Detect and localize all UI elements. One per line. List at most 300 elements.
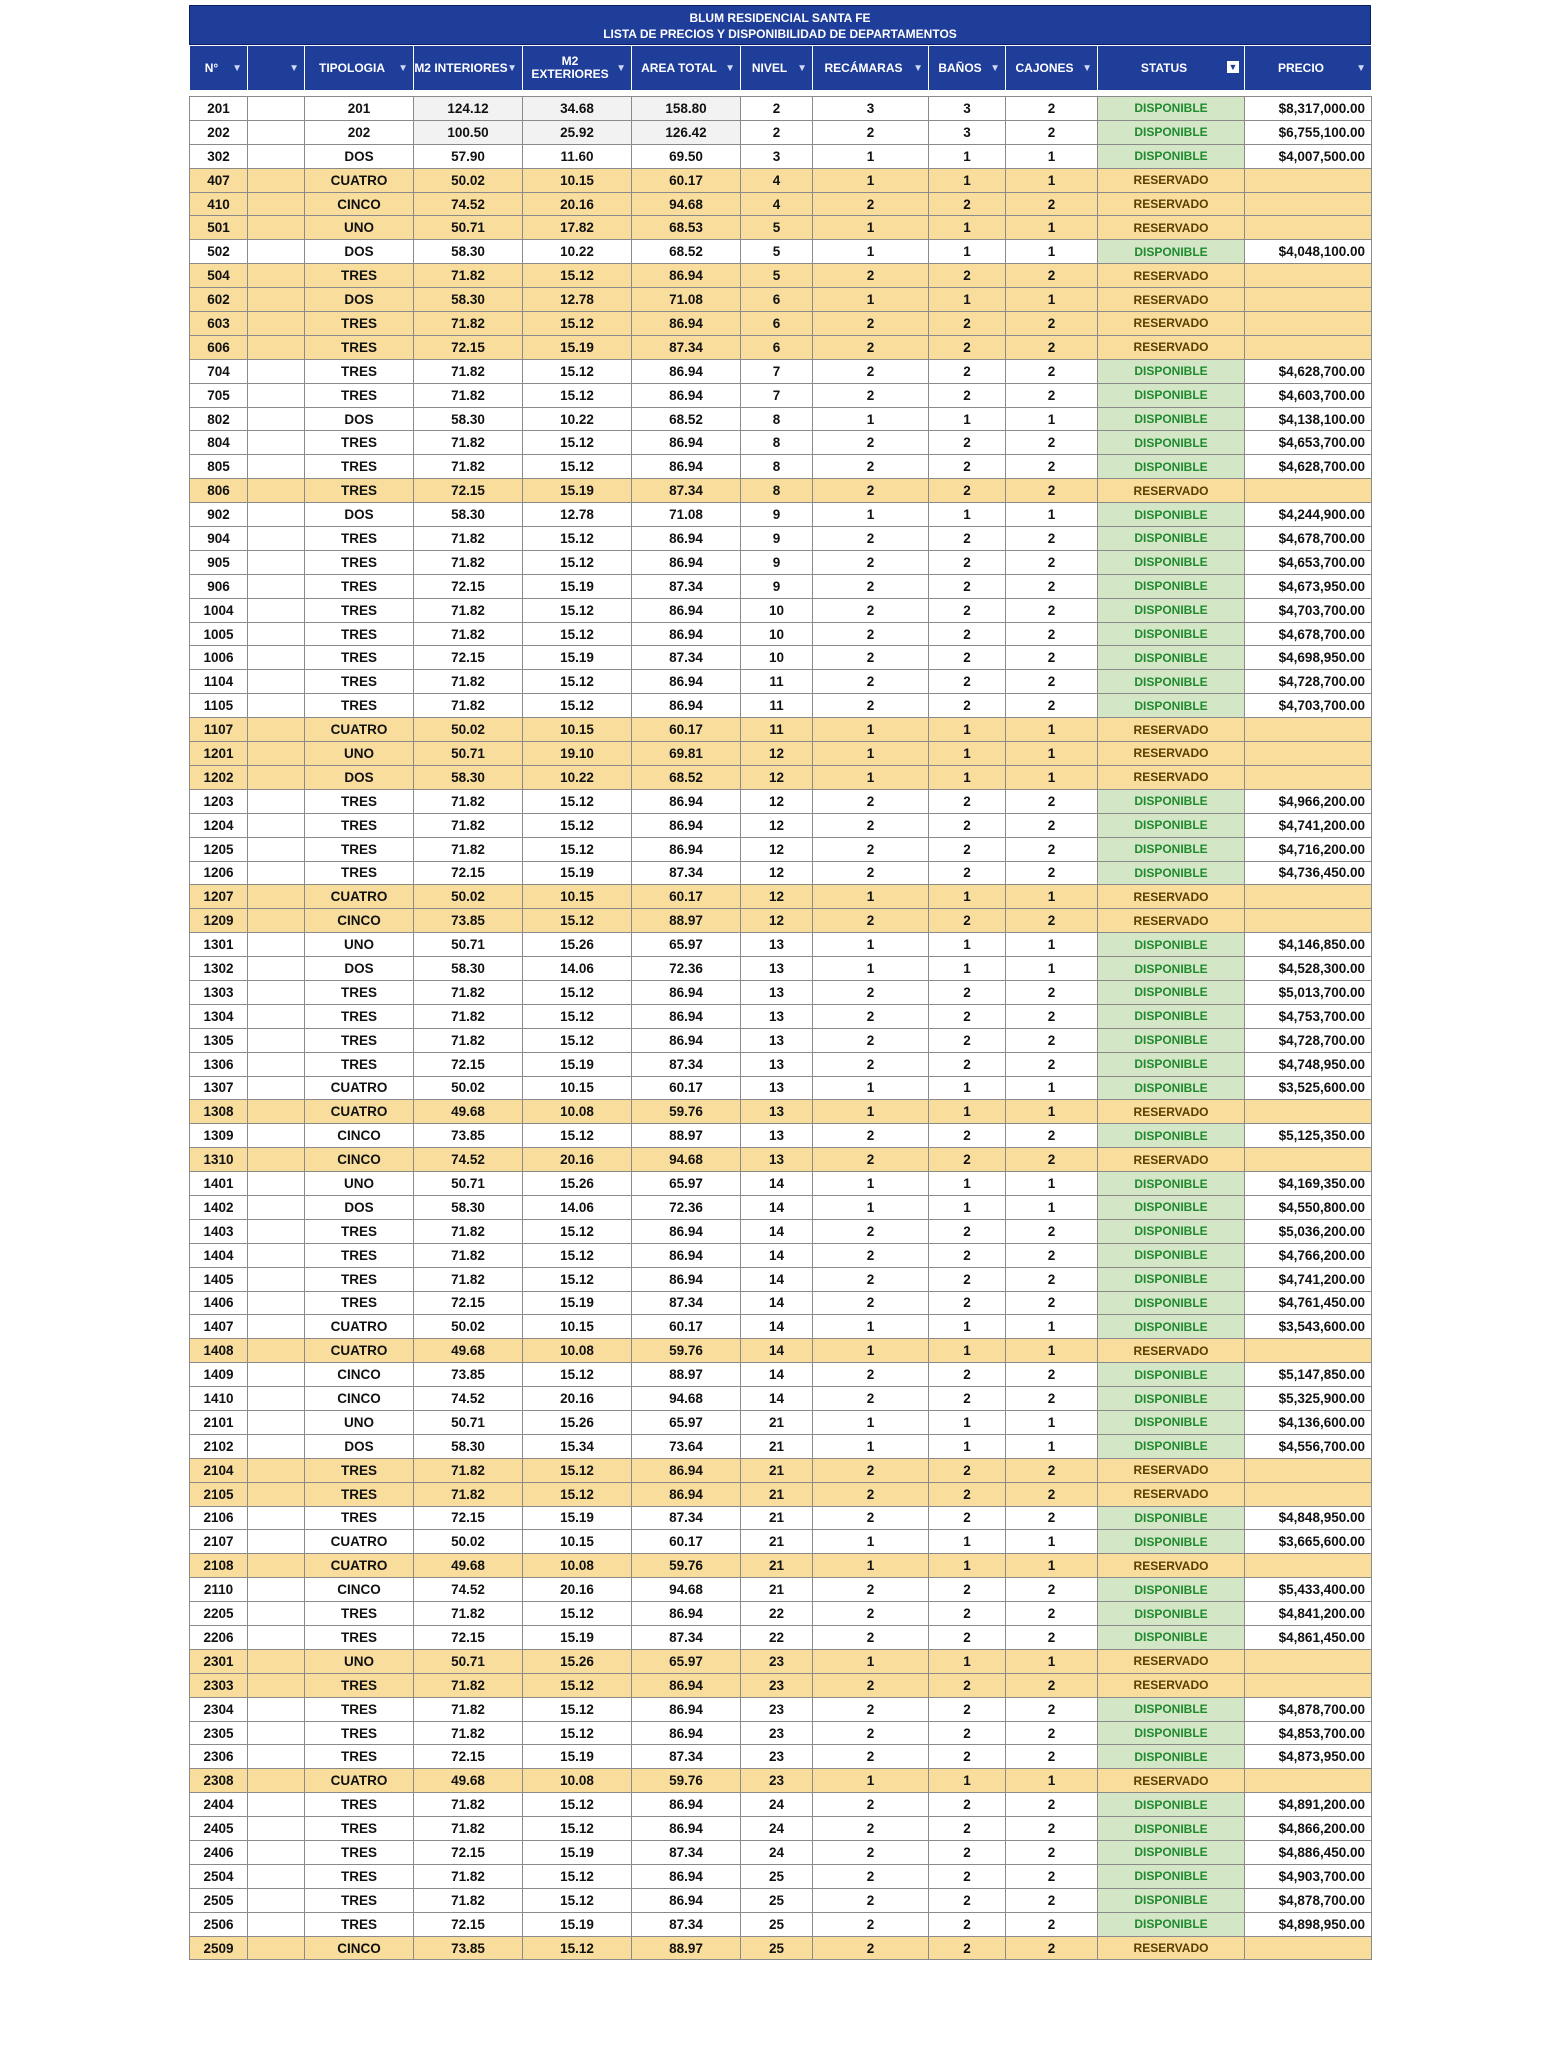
cell-m2-interiores[interactable]: 49.68 bbox=[414, 1339, 523, 1363]
cell-banos[interactable]: 2 bbox=[929, 1052, 1006, 1076]
cell-status[interactable]: DISPONIBLE bbox=[1098, 527, 1245, 551]
cell-numero[interactable]: 804 bbox=[190, 431, 248, 455]
table-row[interactable] bbox=[190, 1793, 1372, 1817]
cell-area-total[interactable]: 86.94 bbox=[632, 980, 741, 1004]
cell-blank[interactable] bbox=[248, 1864, 305, 1888]
cell-numero[interactable]: 1403 bbox=[190, 1219, 248, 1243]
cell-area-total[interactable]: 86.94 bbox=[632, 598, 741, 622]
cell-banos[interactable]: 2 bbox=[929, 1004, 1006, 1028]
cell-nivel[interactable]: 25 bbox=[741, 1912, 813, 1936]
cell-tipologia[interactable]: TRES bbox=[305, 1817, 414, 1841]
cell-banos[interactable]: 1 bbox=[929, 1530, 1006, 1554]
cell-status[interactable]: DISPONIBLE bbox=[1098, 407, 1245, 431]
table-row[interactable] bbox=[190, 861, 1372, 885]
cell-tipologia[interactable]: CINCO bbox=[305, 1363, 414, 1387]
cell-numero[interactable]: 2206 bbox=[190, 1626, 248, 1650]
cell-blank[interactable] bbox=[248, 144, 305, 168]
cell-numero[interactable]: 603 bbox=[190, 312, 248, 336]
cell-cajones[interactable]: 2 bbox=[1006, 120, 1098, 144]
cell-m2-exteriores[interactable]: 15.12 bbox=[523, 1602, 632, 1626]
cell-area-total[interactable]: 87.34 bbox=[632, 646, 741, 670]
cell-status[interactable]: DISPONIBLE bbox=[1098, 455, 1245, 479]
cell-cajones[interactable]: 1 bbox=[1006, 1410, 1098, 1434]
cell-precio[interactable] bbox=[1245, 909, 1372, 933]
cell-m2-exteriores[interactable]: 15.19 bbox=[523, 1052, 632, 1076]
cell-numero[interactable]: 602 bbox=[190, 288, 248, 312]
cell-banos[interactable]: 1 bbox=[929, 1649, 1006, 1673]
cell-status[interactable]: DISPONIBLE bbox=[1098, 1888, 1245, 1912]
cell-tipologia[interactable]: TRES bbox=[305, 479, 414, 503]
cell-blank[interactable] bbox=[248, 1936, 305, 1960]
cell-status[interactable]: RESERVADO bbox=[1098, 216, 1245, 240]
cell-tipologia[interactable]: TRES bbox=[305, 1004, 414, 1028]
cell-tipologia[interactable]: UNO bbox=[305, 742, 414, 766]
cell-area-total[interactable]: 86.94 bbox=[632, 383, 741, 407]
cell-recamaras[interactable]: 2 bbox=[813, 359, 929, 383]
cell-precio[interactable]: $4,716,200.00 bbox=[1245, 837, 1372, 861]
cell-numero[interactable]: 2506 bbox=[190, 1912, 248, 1936]
cell-m2-interiores[interactable]: 58.30 bbox=[414, 503, 523, 527]
cell-numero[interactable]: 1107 bbox=[190, 718, 248, 742]
cell-status[interactable]: RESERVADO bbox=[1098, 264, 1245, 288]
cell-area-total[interactable]: 60.17 bbox=[632, 1530, 741, 1554]
cell-recamaras[interactable]: 2 bbox=[813, 789, 929, 813]
cell-m2-interiores[interactable]: 71.82 bbox=[414, 359, 523, 383]
cell-precio[interactable]: $5,013,700.00 bbox=[1245, 980, 1372, 1004]
cell-cajones[interactable]: 1 bbox=[1006, 1172, 1098, 1196]
cell-area-total[interactable]: 73.64 bbox=[632, 1434, 741, 1458]
cell-area-total[interactable]: 72.36 bbox=[632, 1195, 741, 1219]
cell-nivel[interactable]: 21 bbox=[741, 1530, 813, 1554]
cell-cajones[interactable]: 2 bbox=[1006, 335, 1098, 359]
cell-m2-exteriores[interactable]: 15.12 bbox=[523, 813, 632, 837]
cell-m2-exteriores[interactable]: 10.08 bbox=[523, 1339, 632, 1363]
cell-blank[interactable] bbox=[248, 1124, 305, 1148]
cell-nivel[interactable]: 22 bbox=[741, 1626, 813, 1650]
cell-area-total[interactable]: 88.97 bbox=[632, 1124, 741, 1148]
cell-blank[interactable] bbox=[248, 574, 305, 598]
cell-m2-interiores[interactable]: 71.82 bbox=[414, 1673, 523, 1697]
cell-numero[interactable]: 2106 bbox=[190, 1506, 248, 1530]
cell-status[interactable]: DISPONIBLE bbox=[1098, 1291, 1245, 1315]
cell-status[interactable]: DISPONIBLE bbox=[1098, 670, 1245, 694]
cell-m2-exteriores[interactable]: 15.19 bbox=[523, 335, 632, 359]
cell-numero[interactable]: 1104 bbox=[190, 670, 248, 694]
cell-tipologia[interactable]: TRES bbox=[305, 1291, 414, 1315]
cell-recamaras[interactable]: 3 bbox=[813, 97, 929, 121]
cell-blank[interactable] bbox=[248, 1817, 305, 1841]
cell-tipologia[interactable]: DOS bbox=[305, 144, 414, 168]
cell-recamaras[interactable]: 2 bbox=[813, 527, 929, 551]
table-row[interactable] bbox=[190, 1195, 1372, 1219]
cell-tipologia[interactable]: TRES bbox=[305, 1745, 414, 1769]
table-row[interactable] bbox=[190, 1841, 1372, 1865]
cell-status[interactable]: DISPONIBLE bbox=[1098, 1219, 1245, 1243]
cell-blank[interactable] bbox=[248, 1076, 305, 1100]
cell-recamaras[interactable]: 1 bbox=[813, 168, 929, 192]
cell-cajones[interactable]: 1 bbox=[1006, 718, 1098, 742]
cell-m2-exteriores[interactable]: 20.16 bbox=[523, 1387, 632, 1411]
cell-recamaras[interactable]: 2 bbox=[813, 1148, 929, 1172]
cell-nivel[interactable]: 13 bbox=[741, 1052, 813, 1076]
cell-numero[interactable]: 1201 bbox=[190, 742, 248, 766]
cell-m2-interiores[interactable]: 71.82 bbox=[414, 550, 523, 574]
cell-banos[interactable]: 2 bbox=[929, 1578, 1006, 1602]
cell-precio[interactable]: $4,244,900.00 bbox=[1245, 503, 1372, 527]
cell-cajones[interactable]: 2 bbox=[1006, 1626, 1098, 1650]
table-row[interactable] bbox=[190, 1028, 1372, 1052]
cell-area-total[interactable]: 59.76 bbox=[632, 1100, 741, 1124]
cell-nivel[interactable]: 12 bbox=[741, 742, 813, 766]
cell-blank[interactable] bbox=[248, 1649, 305, 1673]
cell-area-total[interactable]: 86.94 bbox=[632, 1602, 741, 1626]
cell-area-total[interactable]: 86.94 bbox=[632, 1267, 741, 1291]
cell-cajones[interactable]: 2 bbox=[1006, 1817, 1098, 1841]
table-row[interactable] bbox=[190, 1243, 1372, 1267]
cell-area-total[interactable]: 126.42 bbox=[632, 120, 741, 144]
cell-area-total[interactable]: 86.94 bbox=[632, 622, 741, 646]
cell-precio[interactable]: $4,766,200.00 bbox=[1245, 1243, 1372, 1267]
cell-tipologia[interactable]: UNO bbox=[305, 1172, 414, 1196]
cell-cajones[interactable]: 2 bbox=[1006, 1697, 1098, 1721]
col-header-nivel[interactable]: NIVEL ▼ bbox=[741, 46, 813, 91]
cell-blank[interactable] bbox=[248, 1530, 305, 1554]
cell-cajones[interactable]: 2 bbox=[1006, 1219, 1098, 1243]
cell-banos[interactable]: 2 bbox=[929, 574, 1006, 598]
cell-status[interactable]: RESERVADO bbox=[1098, 1458, 1245, 1482]
cell-nivel[interactable]: 9 bbox=[741, 550, 813, 574]
table-row[interactable] bbox=[190, 1124, 1372, 1148]
table-row[interactable] bbox=[190, 980, 1372, 1004]
cell-status[interactable]: RESERVADO bbox=[1098, 335, 1245, 359]
cell-recamaras[interactable]: 2 bbox=[813, 909, 929, 933]
cell-blank[interactable] bbox=[248, 1602, 305, 1626]
cell-numero[interactable]: 1409 bbox=[190, 1363, 248, 1387]
cell-recamaras[interactable]: 2 bbox=[813, 1697, 929, 1721]
cell-precio[interactable]: $4,556,700.00 bbox=[1245, 1434, 1372, 1458]
cell-blank[interactable] bbox=[248, 1841, 305, 1865]
cell-banos[interactable]: 1 bbox=[929, 1172, 1006, 1196]
table-row[interactable] bbox=[190, 1602, 1372, 1626]
cell-m2-interiores[interactable]: 58.30 bbox=[414, 407, 523, 431]
table-row[interactable] bbox=[190, 479, 1372, 503]
cell-recamaras[interactable]: 2 bbox=[813, 1267, 929, 1291]
cell-status[interactable]: RESERVADO bbox=[1098, 1148, 1245, 1172]
cell-m2-interiores[interactable]: 71.82 bbox=[414, 789, 523, 813]
cell-blank[interactable] bbox=[248, 646, 305, 670]
cell-m2-interiores[interactable]: 71.82 bbox=[414, 694, 523, 718]
cell-tipologia[interactable]: TRES bbox=[305, 646, 414, 670]
cell-cajones[interactable]: 1 bbox=[1006, 503, 1098, 527]
cell-cajones[interactable]: 2 bbox=[1006, 1458, 1098, 1482]
cell-m2-exteriores[interactable]: 11.60 bbox=[523, 144, 632, 168]
cell-m2-interiores[interactable]: 71.82 bbox=[414, 1458, 523, 1482]
table-row[interactable] bbox=[190, 1458, 1372, 1482]
cell-blank[interactable] bbox=[248, 455, 305, 479]
cell-banos[interactable]: 2 bbox=[929, 670, 1006, 694]
cell-area-total[interactable]: 87.34 bbox=[632, 335, 741, 359]
cell-tipologia[interactable]: DOS bbox=[305, 407, 414, 431]
cell-m2-interiores[interactable]: 58.30 bbox=[414, 957, 523, 981]
cell-status[interactable]: RESERVADO bbox=[1098, 742, 1245, 766]
cell-numero[interactable]: 2105 bbox=[190, 1482, 248, 1506]
cell-status[interactable]: DISPONIBLE bbox=[1098, 1267, 1245, 1291]
cell-cajones[interactable]: 2 bbox=[1006, 622, 1098, 646]
cell-nivel[interactable]: 14 bbox=[741, 1172, 813, 1196]
cell-nivel[interactable]: 25 bbox=[741, 1936, 813, 1960]
cell-numero[interactable]: 606 bbox=[190, 335, 248, 359]
cell-nivel[interactable]: 14 bbox=[741, 1195, 813, 1219]
cell-blank[interactable] bbox=[248, 742, 305, 766]
cell-precio[interactable]: $4,891,200.00 bbox=[1245, 1793, 1372, 1817]
cell-recamaras[interactable]: 2 bbox=[813, 1052, 929, 1076]
cell-status[interactable]: DISPONIBLE bbox=[1098, 240, 1245, 264]
cell-blank[interactable] bbox=[248, 718, 305, 742]
cell-numero[interactable]: 410 bbox=[190, 192, 248, 216]
cell-banos[interactable]: 1 bbox=[929, 957, 1006, 981]
cell-numero[interactable]: 1302 bbox=[190, 957, 248, 981]
cell-area-total[interactable]: 68.52 bbox=[632, 407, 741, 431]
cell-m2-exteriores[interactable]: 15.19 bbox=[523, 1912, 632, 1936]
cell-precio[interactable]: $3,525,600.00 bbox=[1245, 1076, 1372, 1100]
cell-cajones[interactable]: 2 bbox=[1006, 1673, 1098, 1697]
table-row[interactable] bbox=[190, 144, 1372, 168]
cell-nivel[interactable]: 8 bbox=[741, 479, 813, 503]
cell-cajones[interactable]: 2 bbox=[1006, 1387, 1098, 1411]
cell-precio[interactable] bbox=[1245, 1673, 1372, 1697]
cell-m2-exteriores[interactable]: 10.15 bbox=[523, 1530, 632, 1554]
cell-nivel[interactable]: 4 bbox=[741, 192, 813, 216]
cell-status[interactable]: DISPONIBLE bbox=[1098, 359, 1245, 383]
cell-banos[interactable]: 1 bbox=[929, 885, 1006, 909]
cell-precio[interactable]: $4,741,200.00 bbox=[1245, 1267, 1372, 1291]
cell-numero[interactable]: 2404 bbox=[190, 1793, 248, 1817]
cell-m2-exteriores[interactable]: 15.12 bbox=[523, 909, 632, 933]
cell-recamaras[interactable]: 2 bbox=[813, 335, 929, 359]
cell-m2-interiores[interactable]: 71.82 bbox=[414, 431, 523, 455]
cell-precio[interactable] bbox=[1245, 216, 1372, 240]
cell-precio[interactable]: $8,317,000.00 bbox=[1245, 97, 1372, 121]
cell-precio[interactable]: $4,653,700.00 bbox=[1245, 550, 1372, 574]
cell-m2-exteriores[interactable]: 15.19 bbox=[523, 1745, 632, 1769]
cell-cajones[interactable]: 2 bbox=[1006, 192, 1098, 216]
cell-cajones[interactable]: 1 bbox=[1006, 168, 1098, 192]
table-row[interactable] bbox=[190, 1626, 1372, 1650]
cell-tipologia[interactable]: CINCO bbox=[305, 909, 414, 933]
cell-banos[interactable]: 2 bbox=[929, 1864, 1006, 1888]
cell-precio[interactable]: $4,603,700.00 bbox=[1245, 383, 1372, 407]
cell-m2-interiores[interactable]: 71.82 bbox=[414, 527, 523, 551]
filter-icon[interactable]: ▼ bbox=[616, 63, 626, 74]
cell-recamaras[interactable]: 1 bbox=[813, 1195, 929, 1219]
cell-tipologia[interactable]: TRES bbox=[305, 861, 414, 885]
table-row[interactable] bbox=[190, 1363, 1372, 1387]
cell-recamaras[interactable]: 1 bbox=[813, 407, 929, 431]
table-row[interactable] bbox=[190, 1148, 1372, 1172]
cell-recamaras[interactable]: 1 bbox=[813, 957, 929, 981]
cell-m2-interiores[interactable]: 58.30 bbox=[414, 1434, 523, 1458]
cell-status[interactable]: DISPONIBLE bbox=[1098, 622, 1245, 646]
table-row[interactable] bbox=[190, 359, 1372, 383]
cell-blank[interactable] bbox=[248, 1315, 305, 1339]
cell-blank[interactable] bbox=[248, 527, 305, 551]
cell-area-total[interactable]: 60.17 bbox=[632, 718, 741, 742]
cell-m2-interiores[interactable]: 72.15 bbox=[414, 479, 523, 503]
cell-blank[interactable] bbox=[248, 1673, 305, 1697]
cell-m2-interiores[interactable]: 74.52 bbox=[414, 1387, 523, 1411]
cell-m2-interiores[interactable]: 50.02 bbox=[414, 1315, 523, 1339]
cell-m2-exteriores[interactable]: 10.22 bbox=[523, 240, 632, 264]
cell-area-total[interactable]: 69.81 bbox=[632, 742, 741, 766]
cell-blank[interactable] bbox=[248, 192, 305, 216]
cell-nivel[interactable]: 23 bbox=[741, 1649, 813, 1673]
cell-numero[interactable]: 1310 bbox=[190, 1148, 248, 1172]
cell-blank[interactable] bbox=[248, 861, 305, 885]
cell-precio[interactable]: $3,543,600.00 bbox=[1245, 1315, 1372, 1339]
col-header-m2-interiores[interactable]: M2 INTERIORES ▼ bbox=[414, 46, 523, 91]
cell-recamaras[interactable]: 2 bbox=[813, 479, 929, 503]
cell-m2-interiores[interactable]: 49.68 bbox=[414, 1100, 523, 1124]
cell-nivel[interactable]: 13 bbox=[741, 1028, 813, 1052]
cell-area-total[interactable]: 68.52 bbox=[632, 765, 741, 789]
cell-recamaras[interactable]: 2 bbox=[813, 1578, 929, 1602]
cell-precio[interactable]: $4,048,100.00 bbox=[1245, 240, 1372, 264]
cell-nivel[interactable]: 24 bbox=[741, 1841, 813, 1865]
cell-status[interactable]: DISPONIBLE bbox=[1098, 980, 1245, 1004]
table-row[interactable] bbox=[190, 1864, 1372, 1888]
cell-precio[interactable] bbox=[1245, 312, 1372, 336]
cell-m2-exteriores[interactable]: 12.78 bbox=[523, 503, 632, 527]
table-row[interactable] bbox=[190, 1649, 1372, 1673]
cell-recamaras[interactable]: 2 bbox=[813, 455, 929, 479]
cell-area-total[interactable]: 86.94 bbox=[632, 359, 741, 383]
cell-tipologia[interactable]: TRES bbox=[305, 359, 414, 383]
cell-banos[interactable]: 2 bbox=[929, 1219, 1006, 1243]
cell-area-total[interactable]: 86.94 bbox=[632, 431, 741, 455]
cell-area-total[interactable]: 86.94 bbox=[632, 1888, 741, 1912]
cell-cajones[interactable]: 1 bbox=[1006, 933, 1098, 957]
cell-blank[interactable] bbox=[248, 312, 305, 336]
cell-banos[interactable]: 1 bbox=[929, 1769, 1006, 1793]
cell-recamaras[interactable]: 1 bbox=[813, 1554, 929, 1578]
cell-status[interactable]: DISPONIBLE bbox=[1098, 1841, 1245, 1865]
cell-cajones[interactable]: 2 bbox=[1006, 1148, 1098, 1172]
cell-blank[interactable] bbox=[248, 1888, 305, 1912]
cell-banos[interactable]: 1 bbox=[929, 216, 1006, 240]
cell-nivel[interactable]: 21 bbox=[741, 1578, 813, 1602]
cell-numero[interactable]: 1410 bbox=[190, 1387, 248, 1411]
table-row[interactable] bbox=[190, 598, 1372, 622]
cell-cajones[interactable]: 1 bbox=[1006, 957, 1098, 981]
cell-area-total[interactable]: 86.94 bbox=[632, 789, 741, 813]
cell-recamaras[interactable]: 1 bbox=[813, 503, 929, 527]
cell-recamaras[interactable]: 2 bbox=[813, 431, 929, 455]
cell-m2-exteriores[interactable]: 15.19 bbox=[523, 646, 632, 670]
cell-cajones[interactable]: 1 bbox=[1006, 1649, 1098, 1673]
cell-precio[interactable]: $4,138,100.00 bbox=[1245, 407, 1372, 431]
cell-m2-interiores[interactable]: 73.85 bbox=[414, 1936, 523, 1960]
cell-cajones[interactable]: 1 bbox=[1006, 144, 1098, 168]
cell-blank[interactable] bbox=[248, 1363, 305, 1387]
cell-m2-interiores[interactable]: 72.15 bbox=[414, 861, 523, 885]
table-row[interactable] bbox=[190, 957, 1372, 981]
cell-banos[interactable]: 2 bbox=[929, 1124, 1006, 1148]
cell-numero[interactable]: 1203 bbox=[190, 789, 248, 813]
cell-area-total[interactable]: 86.94 bbox=[632, 1482, 741, 1506]
cell-cajones[interactable]: 2 bbox=[1006, 431, 1098, 455]
cell-cajones[interactable]: 2 bbox=[1006, 312, 1098, 336]
cell-numero[interactable]: 2102 bbox=[190, 1434, 248, 1458]
cell-nivel[interactable]: 12 bbox=[741, 861, 813, 885]
cell-m2-interiores[interactable]: 72.15 bbox=[414, 1506, 523, 1530]
cell-status[interactable]: RESERVADO bbox=[1098, 1482, 1245, 1506]
cell-precio[interactable] bbox=[1245, 1339, 1372, 1363]
cell-banos[interactable]: 1 bbox=[929, 1195, 1006, 1219]
cell-area-total[interactable]: 65.97 bbox=[632, 933, 741, 957]
cell-cajones[interactable]: 2 bbox=[1006, 1124, 1098, 1148]
cell-numero[interactable]: 1204 bbox=[190, 813, 248, 837]
cell-m2-exteriores[interactable]: 10.22 bbox=[523, 407, 632, 431]
cell-m2-exteriores[interactable]: 15.26 bbox=[523, 1410, 632, 1434]
filter-icon[interactable]: ▼ bbox=[913, 63, 923, 74]
cell-area-total[interactable]: 86.94 bbox=[632, 1458, 741, 1482]
cell-banos[interactable]: 2 bbox=[929, 1888, 1006, 1912]
cell-m2-interiores[interactable]: 71.82 bbox=[414, 264, 523, 288]
cell-status[interactable]: RESERVADO bbox=[1098, 1936, 1245, 1960]
cell-blank[interactable] bbox=[248, 1506, 305, 1530]
cell-cajones[interactable]: 1 bbox=[1006, 1076, 1098, 1100]
cell-area-total[interactable]: 87.34 bbox=[632, 861, 741, 885]
cell-m2-exteriores[interactable]: 15.12 bbox=[523, 837, 632, 861]
cell-m2-exteriores[interactable]: 10.15 bbox=[523, 1076, 632, 1100]
cell-m2-exteriores[interactable]: 10.08 bbox=[523, 1554, 632, 1578]
cell-area-total[interactable]: 87.34 bbox=[632, 1626, 741, 1650]
table-row[interactable] bbox=[190, 1387, 1372, 1411]
cell-banos[interactable]: 2 bbox=[929, 1482, 1006, 1506]
cell-m2-interiores[interactable]: 71.82 bbox=[414, 813, 523, 837]
cell-recamaras[interactable]: 2 bbox=[813, 1506, 929, 1530]
cell-numero[interactable]: 2306 bbox=[190, 1745, 248, 1769]
cell-tipologia[interactable]: CINCO bbox=[305, 1387, 414, 1411]
cell-tipologia[interactable]: TRES bbox=[305, 1697, 414, 1721]
cell-numero[interactable]: 2308 bbox=[190, 1769, 248, 1793]
cell-recamaras[interactable]: 2 bbox=[813, 622, 929, 646]
table-row[interactable] bbox=[190, 1219, 1372, 1243]
cell-blank[interactable] bbox=[248, 1267, 305, 1291]
cell-precio[interactable]: $4,728,700.00 bbox=[1245, 1028, 1372, 1052]
cell-m2-interiores[interactable]: 72.15 bbox=[414, 646, 523, 670]
cell-nivel[interactable]: 12 bbox=[741, 813, 813, 837]
cell-tipologia[interactable]: TRES bbox=[305, 527, 414, 551]
cell-m2-interiores[interactable]: 73.85 bbox=[414, 909, 523, 933]
cell-area-total[interactable]: 86.94 bbox=[632, 694, 741, 718]
cell-area-total[interactable]: 60.17 bbox=[632, 1076, 741, 1100]
cell-numero[interactable]: 1406 bbox=[190, 1291, 248, 1315]
cell-status[interactable]: DISPONIBLE bbox=[1098, 957, 1245, 981]
cell-blank[interactable] bbox=[248, 1458, 305, 1482]
table-row[interactable] bbox=[190, 288, 1372, 312]
cell-precio[interactable] bbox=[1245, 1482, 1372, 1506]
cell-m2-interiores[interactable]: 124.12 bbox=[414, 97, 523, 121]
cell-tipologia[interactable]: CINCO bbox=[305, 1124, 414, 1148]
cell-nivel[interactable]: 9 bbox=[741, 574, 813, 598]
cell-precio[interactable]: $3,665,600.00 bbox=[1245, 1530, 1372, 1554]
cell-tipologia[interactable]: TRES bbox=[305, 670, 414, 694]
table-row[interactable] bbox=[190, 120, 1372, 144]
cell-m2-interiores[interactable]: 71.82 bbox=[414, 1004, 523, 1028]
cell-banos[interactable]: 1 bbox=[929, 765, 1006, 789]
cell-m2-interiores[interactable]: 50.71 bbox=[414, 1410, 523, 1434]
